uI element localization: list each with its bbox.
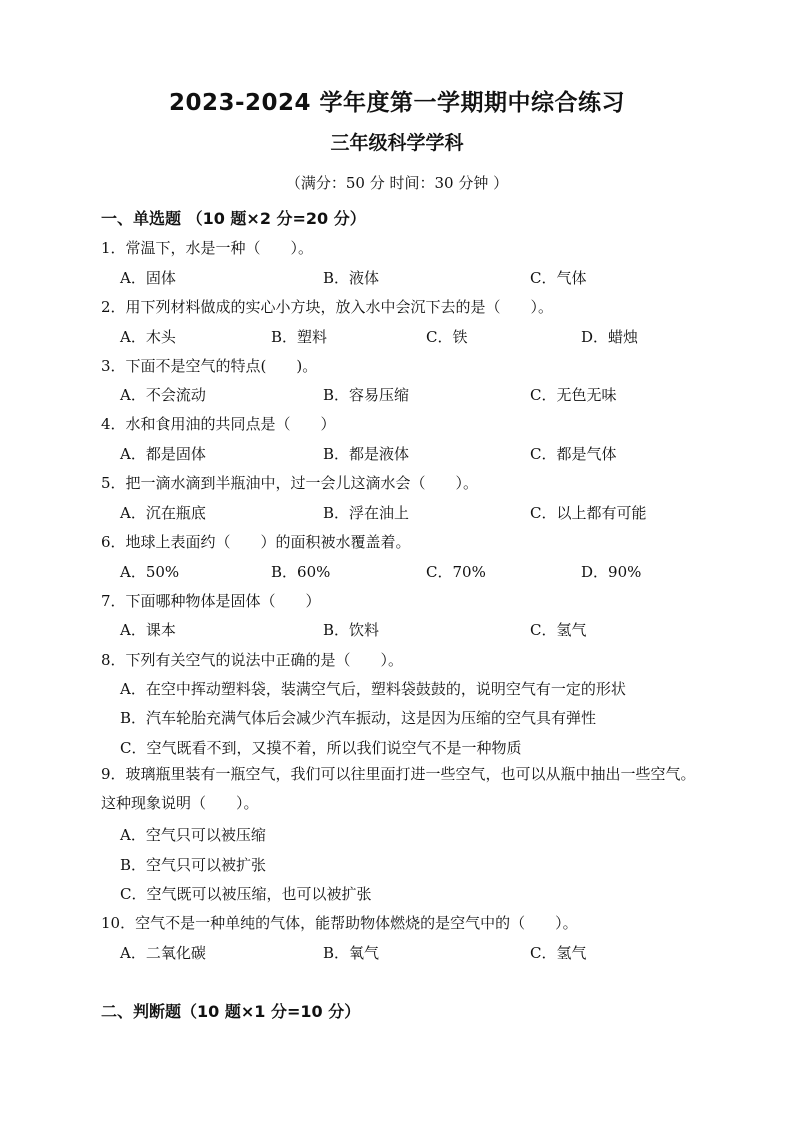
q1-option-c: C．气体 xyxy=(530,269,587,287)
q4-option-c: C．都是气体 xyxy=(530,445,617,463)
q9-option-b: B．空气只可以被扩张 xyxy=(120,856,267,874)
page-subtitle: 三年级科学学科 xyxy=(330,132,464,154)
question-8: 8．下列有关空气的说法中正确的是（ ）。 xyxy=(101,651,404,669)
q5-option-c: C．以上都有可能 xyxy=(530,504,647,522)
q6-option-a: A．50% xyxy=(120,563,180,581)
question-10: 10．空气不是一种单纯的气体，能帮助物体燃烧的是空气中的（ ）。 xyxy=(101,914,578,932)
page-title: 2023-2024 学年度第一学期期中综合练习 xyxy=(168,90,626,116)
question-5: 5．把一滴水滴到半瓶油中，过一会儿这滴水会（ ）。 xyxy=(101,474,479,492)
q8-option-b: B．汽车轮胎充满气体后会减少汽车振动，这是因为压缩的空气具有弹性 xyxy=(120,709,597,727)
question-2: 2．用下列材料做成的实心小方块，放入水中会沉下去的是（ ）。 xyxy=(101,298,554,316)
q3-option-c: C．无色无味 xyxy=(530,386,617,404)
q2-option-d: D．蜡烛 xyxy=(581,328,639,346)
question-7: 7．下面哪种物体是固体（ ） xyxy=(101,592,321,610)
exam-meta: （满分：50 分 时间：30 分钟 ） xyxy=(285,174,509,192)
q1-option-b: B．液体 xyxy=(323,269,380,287)
q5-option-b: B．浮在油上 xyxy=(323,504,410,522)
q7-option-a: A．课本 xyxy=(120,621,176,639)
q8-option-a: A．在空中挥动塑料袋，装满空气后，塑料袋鼓鼓的，说明空气有一定的形状 xyxy=(120,680,626,698)
question-6: 6．地球上表面约（ ）的面积被水覆盖着。 xyxy=(101,533,411,551)
q9-option-c: C．空气既可以被压缩，也可以被扩张 xyxy=(120,885,372,903)
q8-option-c: C．空气既看不到，又摸不着，所以我们说空气不是一种物质 xyxy=(120,739,522,757)
question-1: 1．常温下，水是一种（ ）。 xyxy=(101,239,314,257)
q3-option-a: A．不会流动 xyxy=(120,386,206,404)
q10-option-a: A．二氧化碳 xyxy=(120,944,206,962)
q9-option-a: A．空气只可以被压缩 xyxy=(120,826,266,844)
section-heading-true-false: 二、判断题（10 题×1 分=10 分） xyxy=(101,1002,361,1021)
q7-option-b: B．饮料 xyxy=(323,621,380,639)
q2-option-c: C．铁 xyxy=(426,328,468,346)
q2-option-b: B．塑料 xyxy=(271,328,328,346)
q7-option-c: C．氢气 xyxy=(530,621,587,639)
q6-option-d: D．90% xyxy=(581,563,642,581)
question-3: 3．下面不是空气的特点( )。 xyxy=(101,357,318,375)
q4-option-b: B．都是液体 xyxy=(323,445,410,463)
q3-option-b: B．容易压缩 xyxy=(323,386,410,404)
q4-option-a: A．都是固体 xyxy=(120,445,206,463)
q5-option-a: A．沉在瓶底 xyxy=(120,504,206,522)
q2-option-a: A．木头 xyxy=(120,328,176,346)
question-4: 4．水和食用油的共同点是（ ） xyxy=(101,415,336,433)
section-heading-single-choice: 一、单选题 （10 题×2 分=20 分） xyxy=(101,209,366,228)
q10-option-c: C．氢气 xyxy=(530,944,587,962)
q10-option-b: B．氧气 xyxy=(323,944,380,962)
q1-option-a: A．固体 xyxy=(120,269,176,287)
question-9: 9．玻璃瓶里装有一瓶空气，我们可以往里面打进一些空气，也可以从瓶中抽出一些空气。这种现象说明（ ）。 xyxy=(101,765,696,812)
q6-option-b: B．60% xyxy=(271,563,331,581)
q6-option-c: C．70% xyxy=(426,563,486,581)
